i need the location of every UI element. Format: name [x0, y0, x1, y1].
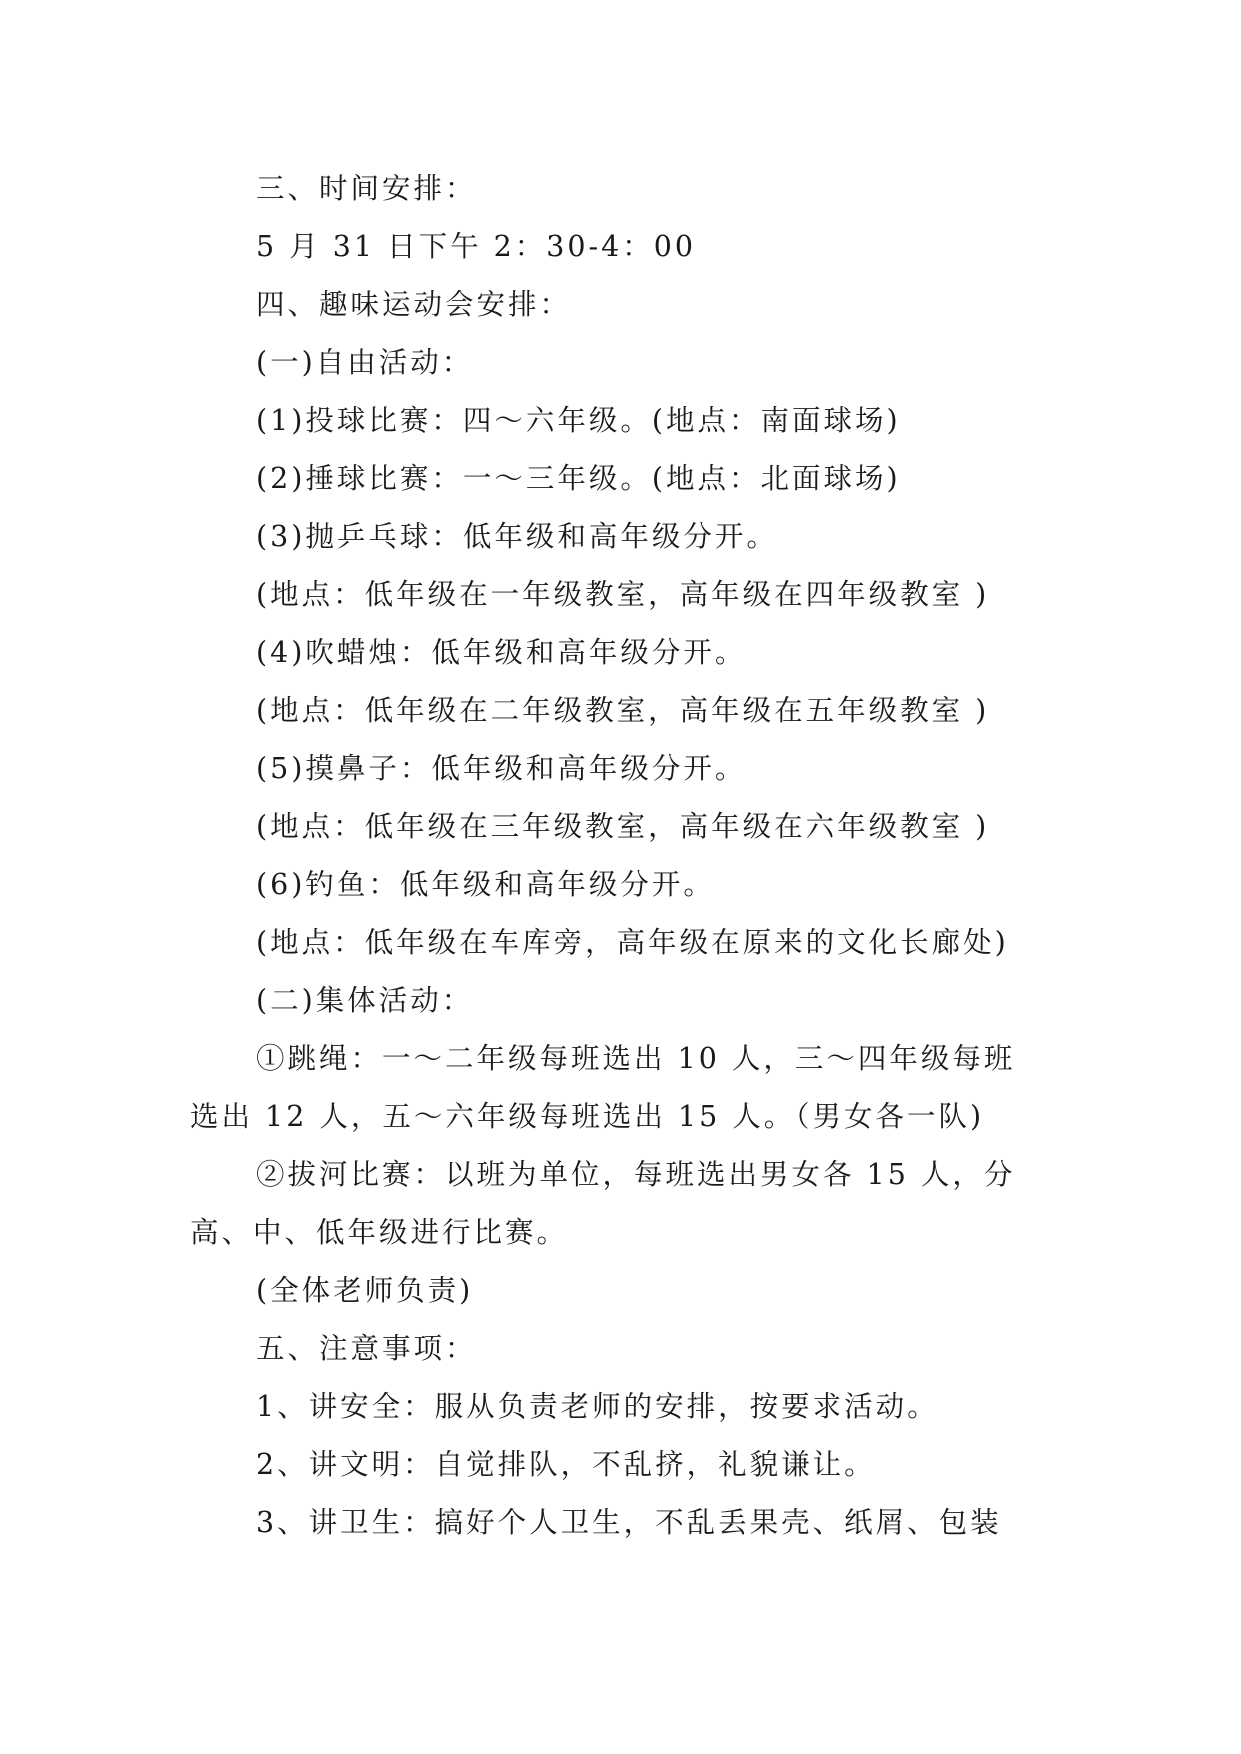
activity-item: (3)抛乒乓球：低年级和高年级分开。: [256, 520, 778, 553]
activity-item: (2)捶球比赛：一～三年级。(地点：北面球场): [256, 462, 901, 495]
group-activity-item-continued: 选出 12 人，五～六年级每班选出 15 人。（男女各一队): [190, 1100, 985, 1133]
group-activity-item: ②拔河比赛：以班为单位，每班选出男女各 15 人，分: [256, 1158, 1016, 1191]
activity-location: (地点：低年级在三年级教室，高年级在六年级教室 ): [256, 810, 990, 843]
activity-location: (地点：低年级在一年级教室，高年级在四年级教室 ): [256, 578, 990, 611]
notice-item: 1、讲安全：服从负责老师的安排，按要求活动。: [256, 1390, 939, 1423]
subsection-heading-group-activities: (二)集体活动：: [256, 984, 474, 1017]
schedule-time: 5 月 31 日下午 2：30-4：00: [256, 230, 697, 263]
activity-location: (地点：低年级在二年级教室，高年级在五年级教室 ): [256, 694, 990, 727]
section-heading-notes: 五、注意事项：: [256, 1332, 477, 1365]
group-activity-item-continued: 高、中、低年级进行比赛。: [190, 1216, 569, 1249]
activity-item: (5)摸鼻子：低年级和高年级分开。: [256, 752, 747, 785]
activity-location: (地点：低年级在车库旁，高年级在原来的文化长廊处): [256, 926, 1009, 959]
activity-item: (4)吹蜡烛：低年级和高年级分开。: [256, 636, 747, 669]
document-body: [190, 160, 1050, 1552]
subsection-heading-free-activities: (一)自由活动：: [256, 346, 474, 379]
group-activity-item: ①跳绳：一～二年级每班选出 10 人，三～四年级每班: [256, 1042, 1016, 1075]
activity-item: (6)钓鱼：低年级和高年级分开。: [256, 868, 715, 901]
responsibility-note: (全体老师负责): [256, 1274, 474, 1307]
section-heading-schedule: 三、时间安排：: [256, 172, 477, 205]
notice-item: 2、讲文明：自觉排队，不乱挤，礼貌谦让。: [256, 1448, 876, 1481]
section-heading-arrangement: 四、趣味运动会安排：: [256, 288, 572, 321]
activity-item: (1)投球比赛：四～六年级。(地点：南面球场): [256, 404, 901, 437]
notice-item: 3、讲卫生：搞好个人卫生，不乱丢果壳、纸屑、包装: [256, 1506, 1002, 1539]
